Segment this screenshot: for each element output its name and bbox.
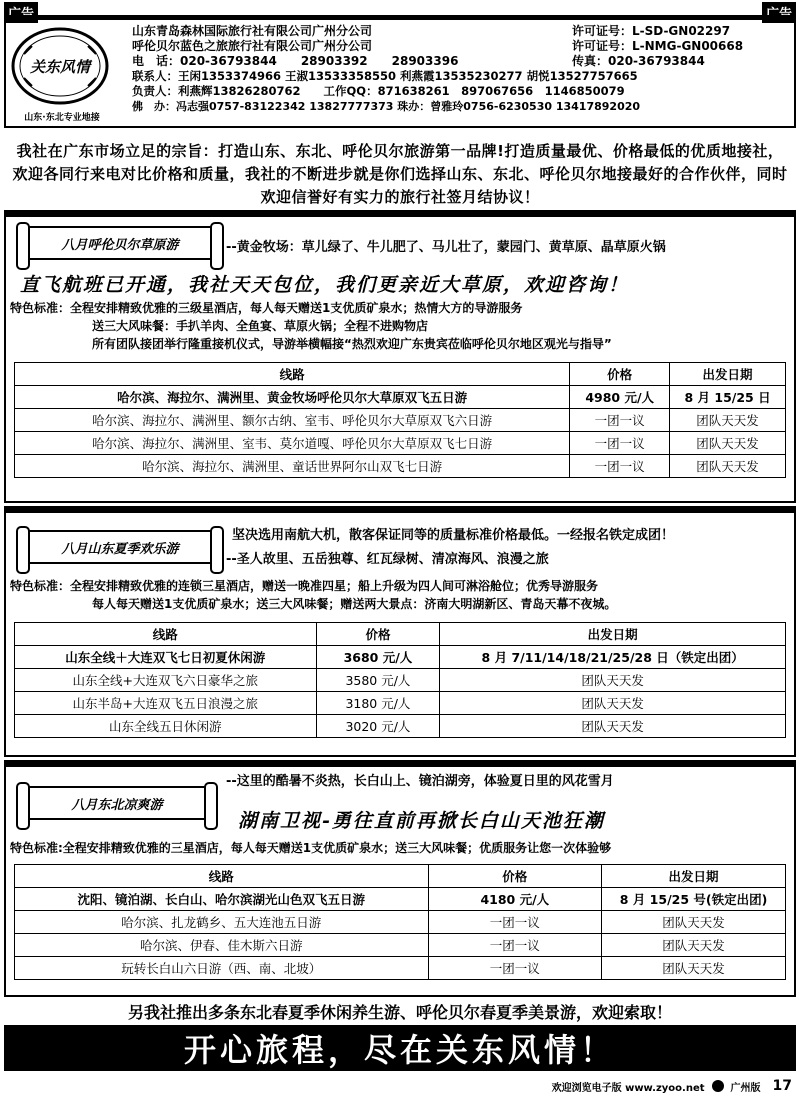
phone-line: 电 话：020-36793844 28903392 28903396 xyxy=(132,54,459,68)
col-header-price: 价格 xyxy=(428,865,602,888)
footer-edition: 广州版 xyxy=(730,1082,761,1094)
price-cell: 一团一议 xyxy=(570,455,670,478)
table-row xyxy=(15,669,786,692)
table-row xyxy=(15,934,786,957)
date-cell: 团队天天发 xyxy=(440,669,786,692)
feature-line: 特色标准：全程安排精致优雅的连锁三星酒店，赠送一晚准四星；船上升级为四人间可淋浴舱位；优秀导游服务 xyxy=(10,579,599,593)
route-cell: 哈尔滨、伊春、佳木斯六日游 xyxy=(15,934,429,957)
table-row xyxy=(15,957,786,980)
col-header-route: 线路 xyxy=(15,363,570,386)
price-cell: 一团一议 xyxy=(428,957,602,980)
feature-line: 特色标准:全程安排精致优雅的三星酒店，每人每天赠送1支优质矿泉水；送三大风味餐；优质服务让您一次体验够 xyxy=(10,841,612,855)
headline-northeast: 湖南卫视-勇往直前再掀长白山天池狂潮 xyxy=(238,810,605,832)
col-header-date: 出发日期 xyxy=(440,623,786,646)
route-table-shandong xyxy=(14,622,786,738)
slogan-northeast: --这里的酷暑不炎热，长白山上、镜泊湖旁，体验夏日里的风花雪月 xyxy=(226,774,614,789)
col-header-route: 线路 xyxy=(15,623,317,646)
date-cell: 8 月 15/25 日 xyxy=(670,386,786,409)
price-cell: 4980 元/人 xyxy=(570,386,670,409)
logo-subtitle: 山东·东北专业地接 xyxy=(24,113,100,123)
route-cell: 哈尔滨、扎龙鹤乡、五大连池五日游 xyxy=(15,911,429,934)
date-cell: 团队天天发 xyxy=(440,715,786,738)
slogan-banner: 开心旅程，尽在关东风情！ xyxy=(4,1025,796,1071)
feature-line: 每人每天赠送1支优质矿泉水；送三大风味餐；赠送两大景点：济南大明湖新区、青岛天幕不夜城。 xyxy=(92,597,617,611)
table-row xyxy=(15,911,786,934)
date-cell: 团队天天发 xyxy=(670,409,786,432)
route-cell: 山东全线+大连双飞六日豪华之旅 xyxy=(15,669,317,692)
slogan-shandong: 坚决选用南航大机，散客保证同等的质量标准价格最低。一经报名铁定成团！ xyxy=(232,528,675,543)
table-row xyxy=(15,432,786,455)
table-row xyxy=(15,692,786,715)
feature-line: 送三大风味餐：手扒羊肉、全鱼宴、草原火锅；全程不进购物店 xyxy=(92,319,429,333)
headline-hulunbuir: 直飞航班已开通，我社天天包位，我们更亲近大草原，欢迎咨询！ xyxy=(20,274,630,296)
table-row xyxy=(15,646,786,669)
table-row xyxy=(15,409,786,432)
price-cell: 一团一议 xyxy=(570,409,670,432)
date-cell: 团队天天发 xyxy=(602,911,786,934)
col-header-price: 价格 xyxy=(570,363,670,386)
price-cell: 4180 元/人 xyxy=(428,888,602,911)
page-number: 17 xyxy=(772,1078,792,1094)
section-title-northeast: 八月东北凉爽游 xyxy=(22,786,212,820)
date-cell: 团队天天发 xyxy=(670,432,786,455)
route-cell: 哈尔滨、海拉尔、满洲里、室韦、莫尔道嘎、呼伦贝尔大草原双飞七日游 xyxy=(15,432,570,455)
date-cell: 团队天天发 xyxy=(602,934,786,957)
section-title-shandong: 八月山东夏季欢乐游 xyxy=(22,530,218,564)
route-cell: 山东半岛+大连双飞五日浪漫之旅 xyxy=(15,692,317,715)
date-cell: 8 月 15/25 号(铁定出团) xyxy=(602,888,786,911)
company-line-2: 呼伦贝尔蓝色之旅旅行社有限公司广州分公司 xyxy=(132,39,373,53)
route-cell: 玩转长白山六日游（西、南、北坡） xyxy=(15,957,429,980)
fax-line: 传真：020-36793844 xyxy=(572,54,705,68)
contacts-line: 联系人：王闲1353374966 王淑13533358550 利燕霞13535230277 胡悦13527757665 xyxy=(132,69,638,83)
route-cell: 山东全线＋大连双飞七日初夏休闲游 xyxy=(15,646,317,669)
slogan-hulunbuir: --黄金牧场：草儿绿了、牛儿肥了、马儿壮了，蒙园门、黄草原、晶草原火锅 xyxy=(226,240,666,255)
price-cell: 3680 元/人 xyxy=(316,646,440,669)
section-title-hulunbuir: 八月呼伦贝尔草原游 xyxy=(22,226,218,260)
date-cell: 8 月 7/11/14/18/21/25/28 日（铁定出团） xyxy=(440,646,786,669)
company-line-1: 山东青岛森林国际旅行社有限公司广州分公司 xyxy=(132,24,373,38)
date-cell: 团队天天发 xyxy=(602,957,786,980)
offices-line: 佛 办：冯志强0757-83122342 13827777373 珠办：曾雅玲0756-6230530 13417892020 xyxy=(132,100,641,113)
col-header-date: 出发日期 xyxy=(670,363,786,386)
route-cell: 哈尔滨、海拉尔、满洲里、额尔古纳、室韦、呼伦贝尔大草原双飞六日游 xyxy=(15,409,570,432)
page-footer xyxy=(552,1078,792,1094)
edition-badge-icon xyxy=(711,1079,725,1093)
manager-line: 负责人：利燕辉13826280762 工作QQ：871638261 897067656 1146850079 xyxy=(132,84,625,98)
route-table-northeast xyxy=(14,864,786,980)
slogan-shandong-2: --圣人故里、五岳独尊、红瓦绿树、清凉海风、浪漫之旅 xyxy=(226,552,549,567)
price-cell: 一团一议 xyxy=(428,911,602,934)
intro-text: 我社在广东市场立足的宗旨：打造山东、东北、呼伦贝尔旅游第一品牌!打造质量最优、价格最低的优质地接社，欢迎各同行来电对比价格和质量，我社的不断进步就是你们选择山东、东北、呼伦贝尔地接最好的合作伙伴，同时欢迎信誉好有实力的旅行社签月结协议！ xyxy=(12,142,788,206)
footer-site-text: 欢迎浏览电子版 www.zyoo.net xyxy=(551,1082,705,1094)
feature-line: 特色标准：全程安排精致优雅的三级星酒店，每人每天赠送1支优质矿泉水；热情大方的导游服务 xyxy=(10,301,523,315)
table-row xyxy=(15,455,786,478)
price-cell: 一团一议 xyxy=(428,934,602,957)
logo-text: 关东风情 xyxy=(29,58,90,76)
route-cell: 哈尔滨、海拉尔、满洲里、童话世界阿尔山双飞七日游 xyxy=(15,455,570,478)
price-cell: 3180 元/人 xyxy=(316,692,440,715)
promo-line: 另我社推出多条东北春夏季休闲养生游、呼伦贝尔春夏季美景游，欢迎索取！ xyxy=(127,1003,672,1022)
table-row xyxy=(15,386,786,409)
feature-line: 所有团队接团举行隆重接机仪式，导游举横幅接“热烈欢迎广东贵宾莅临呼伦贝尔地区观光与指导” xyxy=(92,337,612,351)
col-header-price: 价格 xyxy=(316,623,440,646)
table-row xyxy=(15,888,786,911)
license-2: 许可证号：L-NMG-GN00668 xyxy=(572,39,744,53)
price-cell: 3020 元/人 xyxy=(316,715,440,738)
col-header-route: 线路 xyxy=(15,865,429,888)
date-cell: 团队天天发 xyxy=(440,692,786,715)
col-header-date: 出发日期 xyxy=(602,865,786,888)
price-cell: 一团一议 xyxy=(570,432,670,455)
route-table-hulunbuir xyxy=(14,362,786,478)
route-cell: 沈阳、镜泊湖、长白山、哈尔滨湖光山色双飞五日游 xyxy=(15,888,429,911)
route-cell: 哈尔滨、海拉尔、满洲里、黄金牧场呼伦贝尔大草原双飞五日游 xyxy=(15,386,570,409)
price-cell: 3580 元/人 xyxy=(316,669,440,692)
table-row xyxy=(15,715,786,738)
date-cell: 团队天天发 xyxy=(670,455,786,478)
license-1: 许可证号：L-SD-GN02297 xyxy=(572,24,731,38)
route-cell: 山东全线五日休闲游 xyxy=(15,715,317,738)
